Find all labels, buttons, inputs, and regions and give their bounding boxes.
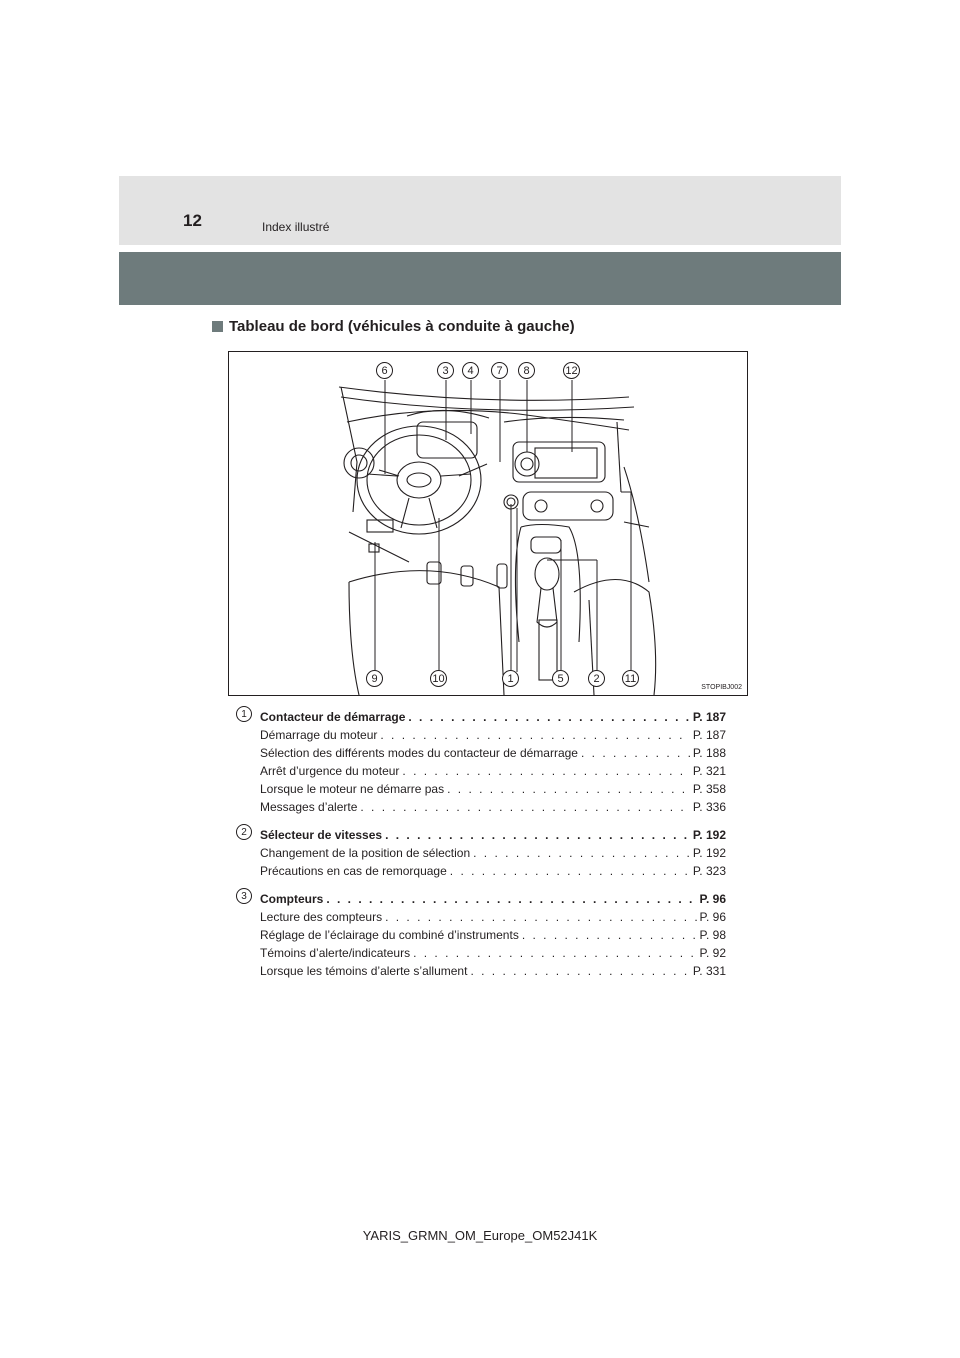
page-ref: P. 96 — [699, 892, 726, 906]
entry-3 — [236, 890, 726, 980]
entry-item[interactable] — [260, 762, 726, 780]
item-text: Lecture des compteurs — [260, 910, 383, 924]
entry-item[interactable] — [260, 780, 726, 798]
callout-12: 12 — [563, 362, 580, 379]
entry-item[interactable] — [260, 962, 726, 980]
header-dark-band — [119, 252, 841, 305]
callout-6: 6 — [376, 362, 393, 379]
item-text: Arrêt d’urgence du moteur — [260, 764, 400, 778]
page-ref: P. 192 — [692, 828, 726, 842]
square-bullet-icon — [212, 321, 223, 332]
section-title: Index illustré — [262, 220, 330, 234]
entry-item[interactable] — [260, 844, 726, 862]
page-ref: P. 321 — [692, 764, 726, 778]
entry-item[interactable] — [260, 744, 726, 762]
index-entries — [236, 708, 726, 990]
entry-item[interactable] — [260, 726, 726, 744]
callout-8: 8 — [518, 362, 535, 379]
entry-title: Sélecteur de vitesses — [260, 828, 383, 842]
item-text: Sélection des différents modes du contacteur de démarrage — [260, 746, 578, 760]
callout-5: 5 — [552, 670, 569, 687]
item-text: Démarrage du moteur — [260, 728, 378, 742]
entry-title-row[interactable] — [260, 890, 726, 908]
callout-7: 7 — [491, 362, 508, 379]
page-ref: P. 323 — [692, 864, 726, 878]
entry-number: 1 — [236, 706, 252, 722]
figure-code: STOPIBJ002 — [701, 684, 742, 691]
footer-doc-id: YARIS_GRMN_OM_Europe_OM52J41K — [362, 1228, 598, 1243]
page-ref: P. 98 — [699, 928, 726, 942]
page-ref: P. 96 — [699, 910, 726, 924]
callout-9: 9 — [366, 670, 383, 687]
header-band — [119, 176, 841, 245]
item-text: Précautions en cas de remorquage — [260, 864, 447, 878]
page-ref: P. 188 — [692, 746, 726, 760]
callout-2: 2 — [588, 670, 605, 687]
entry-title: Compteurs — [260, 892, 324, 906]
entry-number: 3 — [236, 888, 252, 904]
entry-number: 2 — [236, 824, 252, 840]
item-text: Lorsque les témoins d’alerte s’allument — [260, 964, 468, 978]
page-number: 12 — [183, 211, 202, 230]
subheading-text: Tableau de bord (véhicules à conduite à gauche) — [229, 318, 575, 335]
page-ref: P. 187 — [692, 710, 726, 724]
callout-10: 10 — [430, 670, 447, 687]
page-ref: P. 336 — [692, 800, 726, 814]
entry-title-row[interactable] — [260, 708, 726, 726]
entry-1 — [236, 708, 726, 816]
entry-item[interactable] — [260, 862, 726, 880]
callout-1: 1 — [502, 670, 519, 687]
entry-2 — [236, 826, 726, 880]
item-text: Réglage de l’éclairage du combiné d’instruments — [260, 928, 519, 942]
item-text: Changement de la position de sélection — [260, 846, 471, 860]
item-text: Messages d’alerte — [260, 800, 358, 814]
callout-3: 3 — [437, 362, 454, 379]
entry-item[interactable] — [260, 944, 726, 962]
callout-4: 4 — [462, 362, 479, 379]
entry-title-row[interactable] — [260, 826, 726, 844]
page-ref: P. 358 — [692, 782, 726, 796]
dashboard-illustration — [228, 351, 748, 696]
subheading — [212, 318, 575, 335]
page-ref: P. 192 — [692, 846, 726, 860]
page-ref: P. 92 — [699, 946, 726, 960]
entry-title: Contacteur de démarrage — [260, 710, 406, 724]
dashboard-drawing — [229, 352, 747, 695]
page-ref: P. 187 — [692, 728, 726, 742]
entry-item[interactable] — [260, 908, 726, 926]
page-ref: P. 331 — [692, 964, 726, 978]
item-text: Témoins d’alerte/indicateurs — [260, 946, 411, 960]
entry-item[interactable] — [260, 926, 726, 944]
entry-item[interactable] — [260, 798, 726, 816]
callout-11: 11 — [622, 670, 639, 687]
item-text: Lorsque le moteur ne démarre pas — [260, 782, 445, 796]
